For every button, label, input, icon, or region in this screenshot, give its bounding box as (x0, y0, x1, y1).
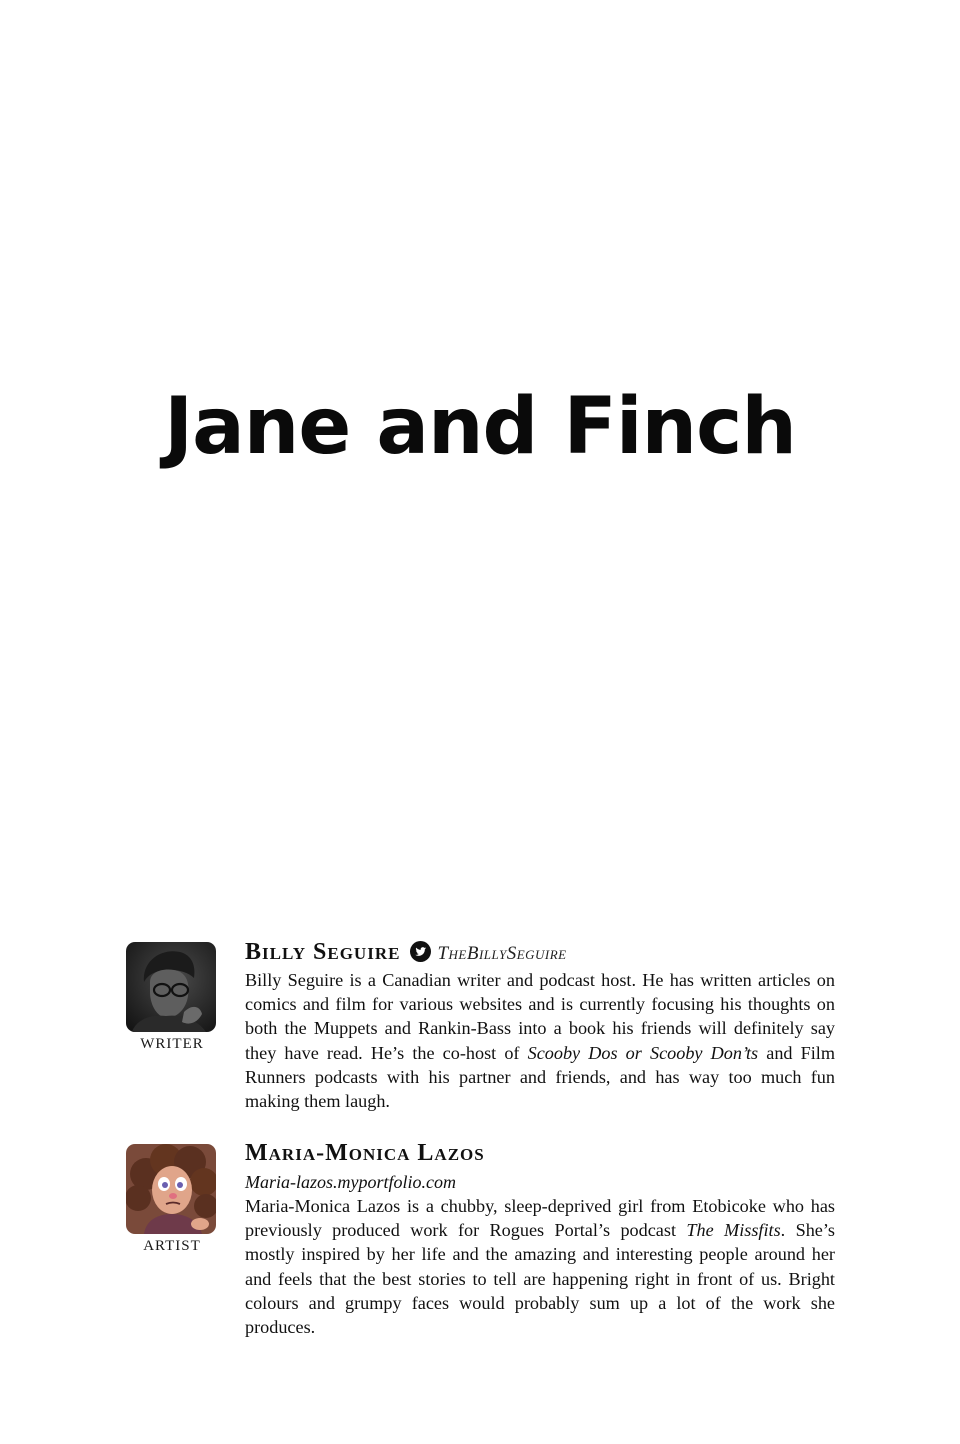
artist-portrait-illustration (126, 1144, 216, 1234)
artist-name: Maria-Monica Lazos (245, 1140, 485, 1166)
artist-bio-part1: Maria-Monica Lazos is a chubby, sleep-deprived girl from Etobicoke who has previously produced work for Rogues Portal’s podcast (245, 1196, 835, 1241)
writer-text-column (245, 938, 835, 1113)
writer-bio-part2: and Film Runners podcasts with his partner and friends, and has way too much fun making them laugh. (245, 1042, 835, 1112)
writer-portrait-photo (126, 942, 216, 1032)
artist-website-link[interactable]: Maria-lazos.myportfolio.com (245, 1172, 456, 1192)
writer-twitter-handle[interactable]: TheBillySeguire (437, 943, 567, 964)
artist-text-column (245, 1140, 835, 1339)
writer-portrait-column (126, 942, 218, 1053)
artist-bio-text (245, 1194, 835, 1339)
writer-bio-part1: Billy Seguire is a Canadian writer and podcast host. He has written articles on comics and film for various websites and is currently focusing his thoughts on both the Muppets and Rankin-Bass into a book his friends will definitely say they have read. He’s the co-host of (245, 970, 835, 1063)
writer-role-label: WRITER (140, 1036, 204, 1052)
artist-portrait-column (126, 1144, 218, 1255)
writer-name-line (245, 938, 835, 968)
writer-name: Billy Seguire (245, 939, 401, 965)
page-title: Jane and Finch (164, 382, 796, 472)
writer-bio-text (245, 968, 835, 1113)
artist-name-line (245, 1140, 835, 1170)
twitter-icon (410, 941, 431, 962)
artist-bio-italic: The Missfits (686, 1220, 781, 1241)
writer-bio-italic: Scooby Dos or Scooby Don’ts (527, 1042, 759, 1063)
artist-bio-part2: . She’s mostly inspired by her life and the amazing and interesting people around her and feels that the best stories to tell are happening right in front of us. Bright colours and grumpy faces would probably sum up a lot of the work she produces. (245, 1220, 835, 1338)
artist-role-label: ARTIST (143, 1238, 201, 1254)
